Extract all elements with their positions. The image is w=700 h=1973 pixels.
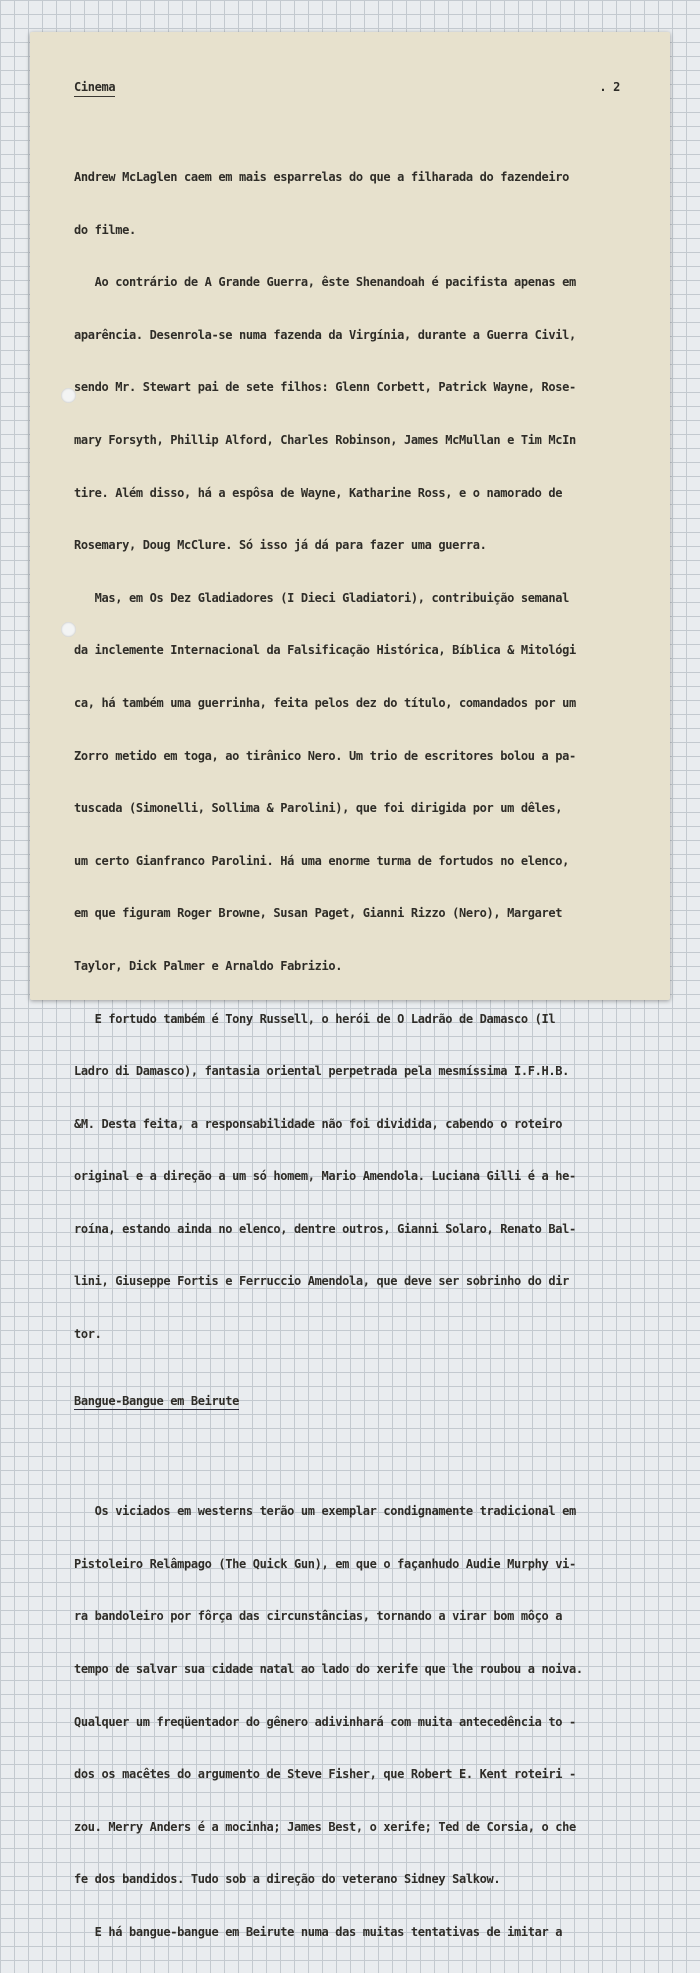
text-line: E fortudo também é Tony Russell, o herói de O Ladrão de Damasco (Il	[74, 1011, 556, 1026]
text-line: Andrew McLaglen caem em mais esparrelas do que a filharada do fazendeiro	[74, 170, 569, 184]
text-line: Pistoleiro Relâmpago (The Quick Gun), em que o façanhudo Audie Murphy vi-	[74, 1556, 576, 1571]
text-line: Ao contrário de A Grande Guerra, êste Shenandoah é pacifista apenas em	[74, 275, 576, 290]
typewritten-text	[74, 52, 634, 1973]
blank-line	[74, 1441, 634, 1457]
text-line: ra bandoleiro por fôrça das circunstâncias, tornando a virar bom môço a	[74, 1609, 563, 1624]
text-line: da inclemente Internacional da Falsificação Histórica, Bíblica & Mitológi	[74, 643, 576, 658]
text-line: tire. Além disso, há a espôsa de Wayne, Katharine Ross, e o namorado de	[74, 485, 563, 500]
text-line: um certo Gianfranco Parolini. Há uma enorme turma de fortudos no elenco,	[74, 853, 569, 868]
section-heading	[74, 1389, 634, 1414]
text-line: zou. Merry Anders é a mocinha; James Best, o xerife; Ted de Corsia, o che	[74, 1819, 576, 1834]
text-line: mary Forsyth, Phillip Alford, Charles Robinson, James McMullan e Tim McIn	[74, 432, 576, 447]
text-line: original e a direção a um só homem, Mario Amendola. Luciana Gilli é a he-	[74, 1169, 576, 1184]
text-line: E há bangue-bangue em Beirute numa das muitas tentativas de imitar a	[74, 1925, 563, 1939]
text-line: tor.	[74, 1327, 102, 1342]
text-line: tempo de salvar sua cidade natal ao lado do xerife que lhe roubou a noiva.	[74, 1662, 583, 1677]
section-title: Cinema	[74, 80, 115, 97]
text-line: tuscada (Simonelli, Sollima & Parolini), que foi dirigida por um dêles,	[74, 801, 563, 816]
text-line: dos os macêtes do argumento de Steve Fisher, que Robert E. Kent roteiri -	[74, 1767, 576, 1782]
page-number: . 2	[599, 80, 620, 94]
text-line: aparência. Desenrola-se numa fazenda da Virgínia, durante a Guerra Civil,	[74, 327, 576, 342]
text-line: do filme.	[74, 222, 136, 237]
text-line: Taylor, Dick Palmer e Arnaldo Fabrizio.	[74, 958, 343, 973]
text-line: fe dos bandidos. Tudo sob a direção do veterano Sidney Salkow.	[74, 1872, 501, 1887]
section-heading-text: Bangue-Bangue em Beirute	[74, 1393, 239, 1408]
typed-page	[30, 32, 670, 1939]
text-line: Mas, em Os Dez Gladiadores (I Dieci Gladiatori), contribuição semanal	[74, 590, 569, 605]
text-line: em que figuram Roger Browne, Susan Paget, Gianni Rizzo (Nero), Margaret	[74, 906, 563, 921]
text-line: Qualquer um freqüentador do gênero adivinhará com muita antecedência to -	[74, 1714, 576, 1729]
text-line: Rosemary, Doug McClure. Só isso já dá para fazer uma guerra.	[74, 538, 487, 553]
text-line: Ladro di Damasco), fantasia oriental perpetrada pela mesmíssima I.F.H.B.	[74, 1064, 569, 1079]
text-line: sendo Mr. Stewart pai de sete filhos: Glenn Corbett, Patrick Wayne, Rose-	[74, 380, 576, 395]
text-line: lini, Giuseppe Fortis e Ferruccio Amendola, que deve ser sobrinho do dir	[74, 1274, 569, 1289]
text-line: ca, há também uma guerrinha, feita pelos dez do título, comandados por um	[74, 695, 576, 710]
text-line: roína, estando ainda no elenco, dentre outros, Gianni Solaro, Renato Bal-	[74, 1221, 576, 1236]
page-header	[74, 80, 634, 97]
text-line: Zorro metido em toga, ao tirânico Nero. Um trio de escritores bolou a pa-	[74, 748, 576, 763]
text-line: Os viciados em westerns terão um exemplar condignamente tradicional em	[74, 1504, 576, 1519]
text-line: &M. Desta feita, a responsabilidade não foi dividida, cabendo o roteiro	[74, 1116, 563, 1131]
